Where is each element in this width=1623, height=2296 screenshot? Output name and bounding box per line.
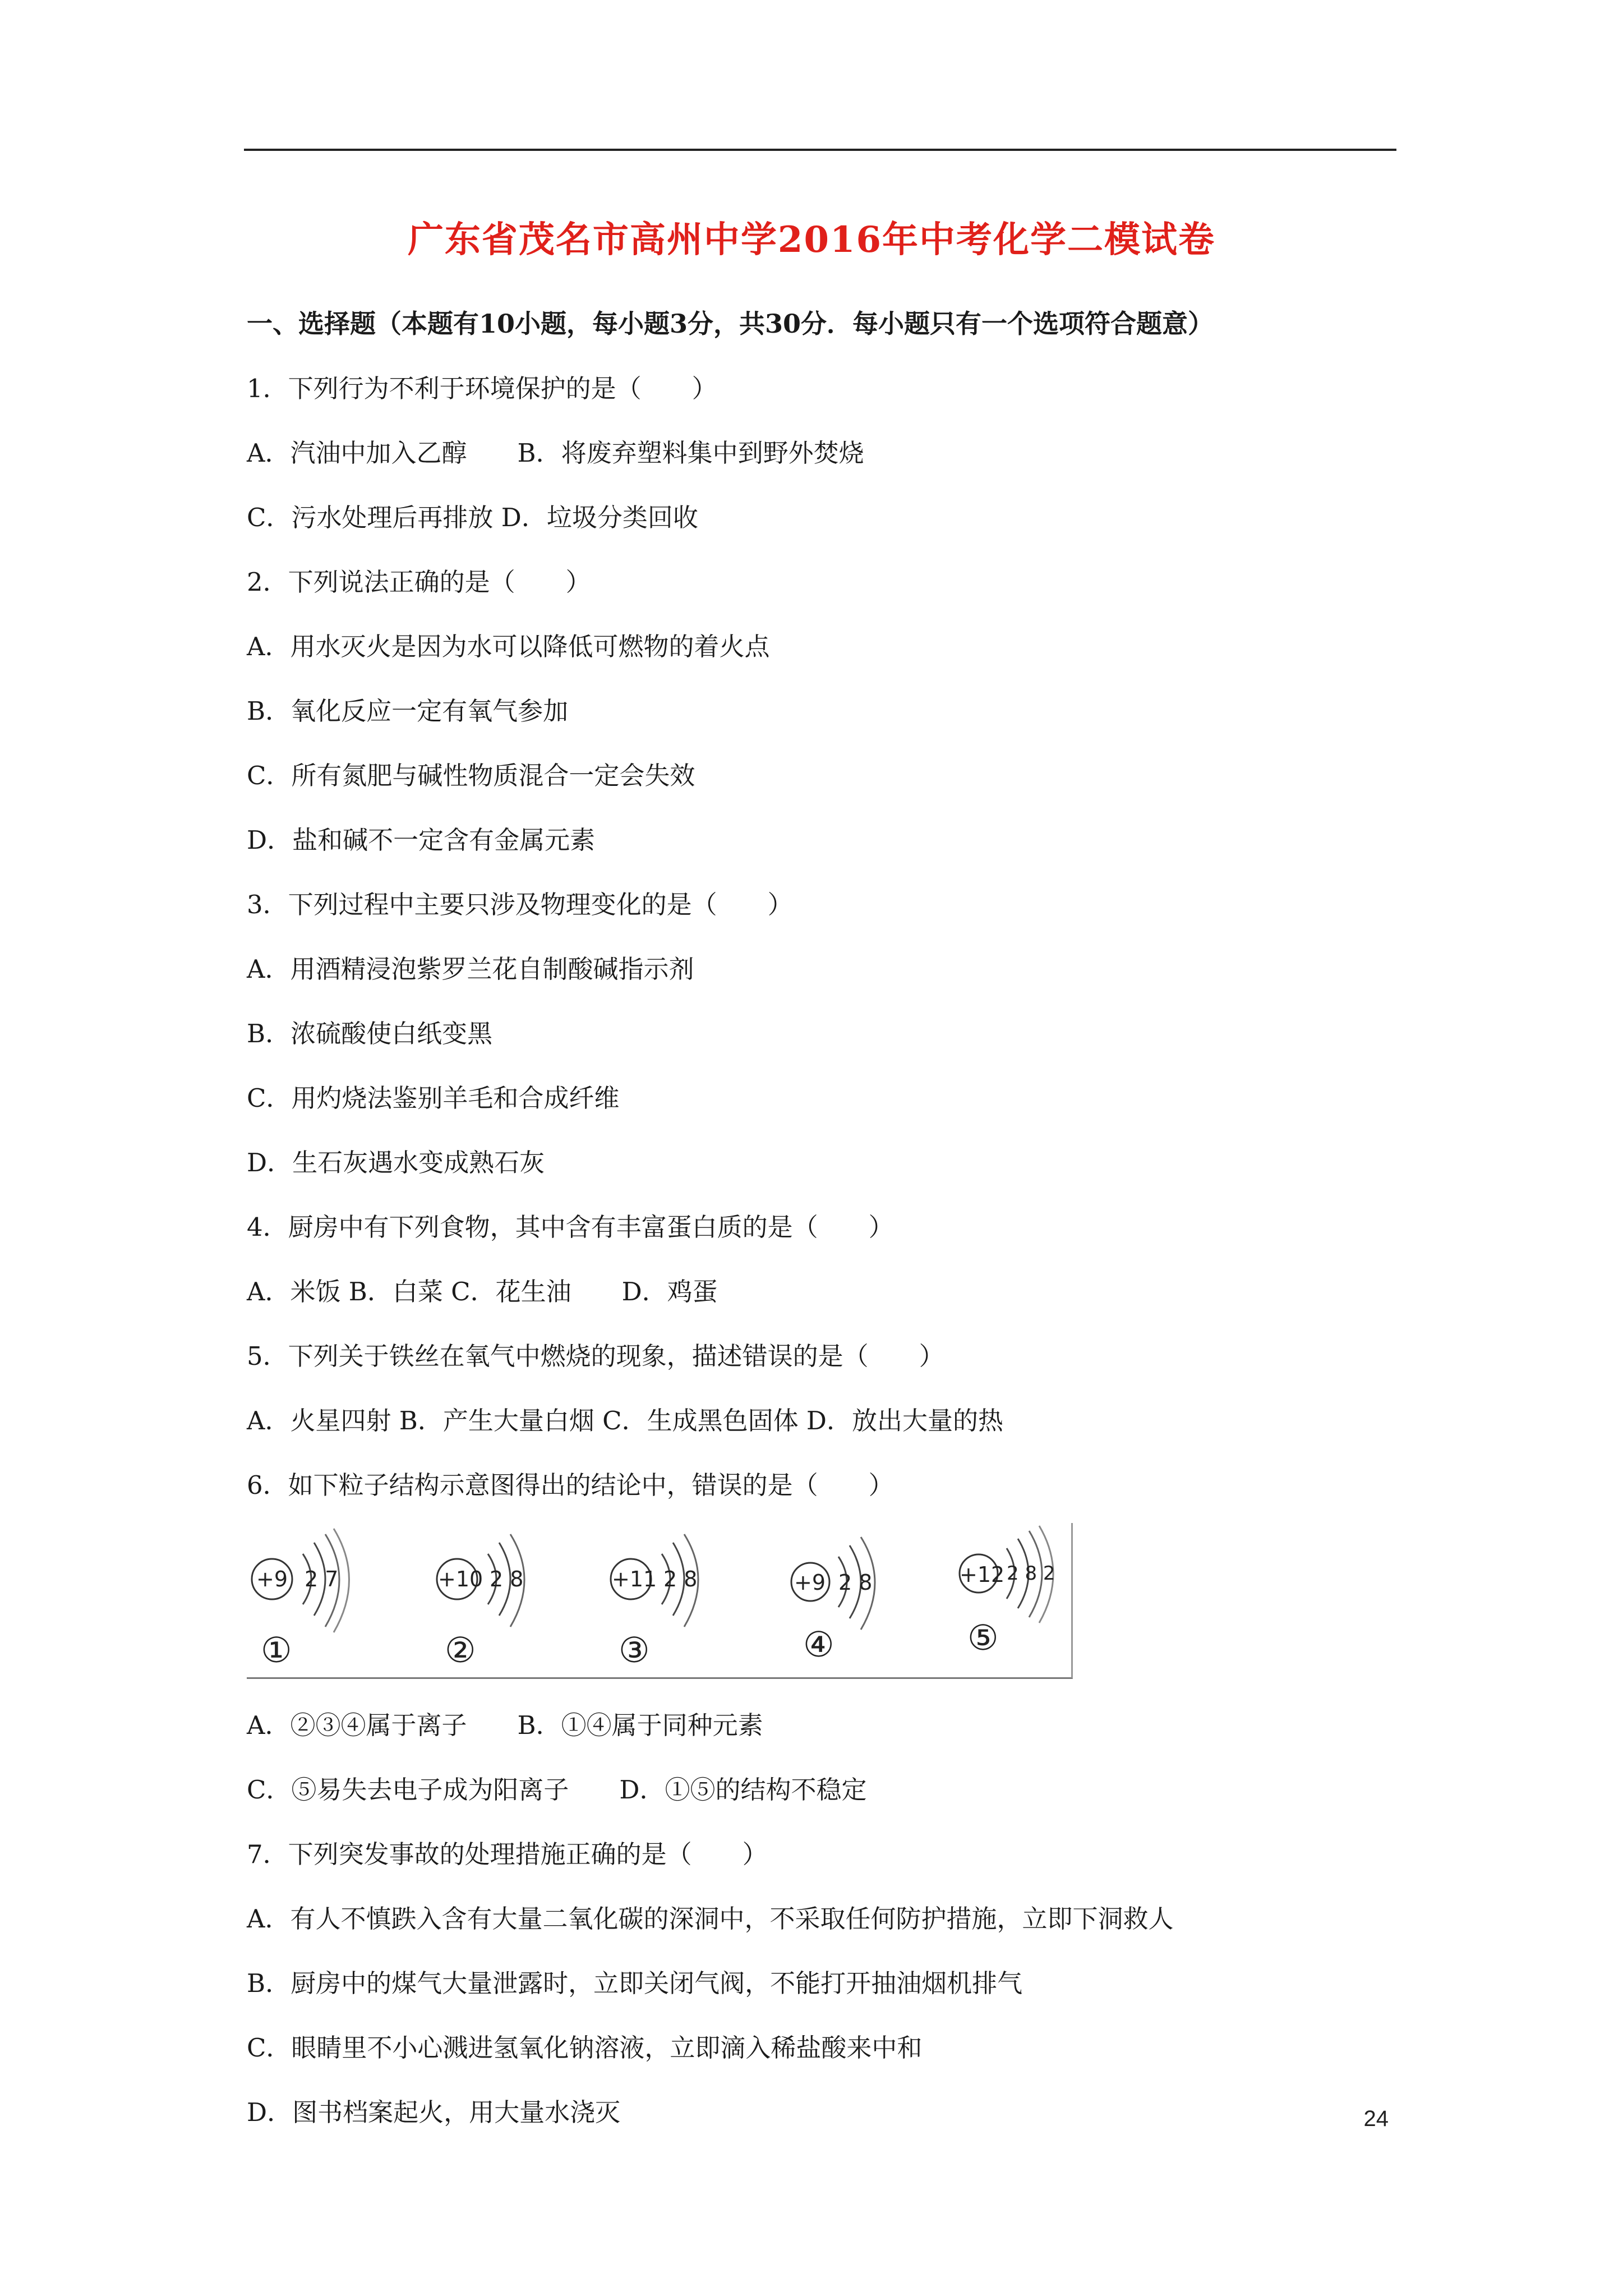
nucleus-charge-label: +12 [960, 1562, 1005, 1587]
question-6-options-line: C．⑤易失去电子成为阳离子 D．①⑤的结构不稳定 [247, 1775, 867, 1805]
nucleus-charge-label: +9 [256, 1567, 288, 1591]
document-title: 广东省茂名市高州中学2016年中考化学二模试卷 [407, 219, 1216, 261]
question-1-options-line: C．污水处理后再排放 D．垃圾分类回收 [247, 503, 698, 532]
question-7-option-c: C．眼睛里不小心溅进氢氧化钠溶液，立即滴入稀盐酸来中和 [247, 2033, 923, 2063]
section-heading: 一、选择题（本题有10小题，每小题3分，共30分．每小题只有一个选项符合题意） [247, 309, 1214, 339]
nucleus-charge-label: +9 [794, 1570, 826, 1595]
question-7-stem: 7．下列突发事故的处理措施正确的是（ ） [247, 1839, 768, 1869]
question-2-option-a: A．用水灭火是因为水可以降低可燃物的着火点 [247, 632, 770, 661]
question-4-stem: 4．厨房中有下列食物，其中含有丰富蛋白质的是（ ） [247, 1212, 894, 1242]
particle-diagram-2 [423, 1523, 569, 1677]
particle-index-label: ② [445, 1630, 476, 1671]
question-3-stem: 3．下列过程中主要只涉及物理变化的是（ ） [247, 890, 793, 919]
particle-index-label: ① [261, 1630, 292, 1671]
particle-diagram-3 [597, 1523, 743, 1677]
question-7-option-a: A．有人不慎跌入含有大量二氧化碳的深洞中，不采取任何防护措施，立即下洞救人 [247, 1904, 1174, 1934]
particle-diagram-4 [780, 1523, 925, 1677]
question-2-option-d: D．盐和碱不一定含有金属元素 [247, 825, 596, 855]
particle-index-label: ⑤ [967, 1617, 999, 1658]
electron-config-label: 2 8 [663, 1567, 698, 1591]
question-2-option-c: C．所有氮肥与碱性物质混合一定会失效 [247, 761, 695, 790]
question-3-option-a: A．用酒精浸泡紫罗兰花自制酸碱指示剂 [247, 954, 694, 984]
particle-diagram-5 [951, 1523, 1068, 1677]
particle-index-label: ④ [803, 1624, 834, 1665]
question-1-options-line: A．汽油中加入乙醇 B．将废弃塑料集中到野外焚烧 [247, 438, 864, 468]
question-6-stem: 6．如下粒子结构示意图得出的结论中，错误的是（ ） [247, 1470, 894, 1500]
exam-content [247, 292, 1380, 2145]
question-2-stem: 2．下列说法正确的是（ ） [247, 567, 591, 597]
question-7-option-b: B．厨房中的煤气大量泄露时，立即关闭气阀，不能打开抽油烟机排气 [247, 1968, 1023, 1998]
question-1-stem: 1．下列行为不利于环境保护的是（ ） [247, 374, 717, 403]
question-7-option-d: D．图书档案起火，用大量水浇灭 [247, 2097, 621, 2127]
particle-index-label: ③ [619, 1630, 650, 1671]
particle-shells-icon [780, 1523, 925, 1677]
particle-structure-figure [247, 1523, 1073, 1679]
nucleus-charge-label: +10 [438, 1567, 483, 1591]
nucleus-charge-label: +11 [612, 1567, 657, 1591]
electron-config-label: 2 8 [838, 1570, 873, 1595]
question-2-option-b: B．氧化反应一定有氧气参加 [247, 696, 569, 726]
page-number: 24 [1363, 2106, 1389, 2131]
question-4-options-line: A．米饭 B．白菜 C．花生油 D．鸡蛋 [247, 1277, 718, 1306]
header-rule [244, 149, 1396, 151]
question-3-option-d: D．生石灰遇水变成熟石灰 [247, 1148, 545, 1177]
question-5-options-line: A．火星四射 B．产生大量白烟 C．生成黑色固体 D．放出大量的热 [247, 1406, 1003, 1435]
question-3-option-b: B．浓硫酸使白纸变黑 [247, 1019, 493, 1048]
electron-config-label: 2 8 2 [1007, 1562, 1055, 1585]
question-3-option-c: C．用灼烧法鉴别羊毛和合成纤维 [247, 1083, 620, 1113]
particle-diagram-1 [250, 1523, 395, 1677]
electron-config-label: 2 7 [305, 1567, 339, 1591]
electron-config-label: 2 8 [490, 1567, 524, 1591]
question-5-stem: 5．下列关于铁丝在氧气中燃烧的现象，描述错误的是（ ） [247, 1341, 944, 1371]
question-6-options-line: A．②③④属于离子 B．①④属于同种元素 [247, 1710, 763, 1740]
